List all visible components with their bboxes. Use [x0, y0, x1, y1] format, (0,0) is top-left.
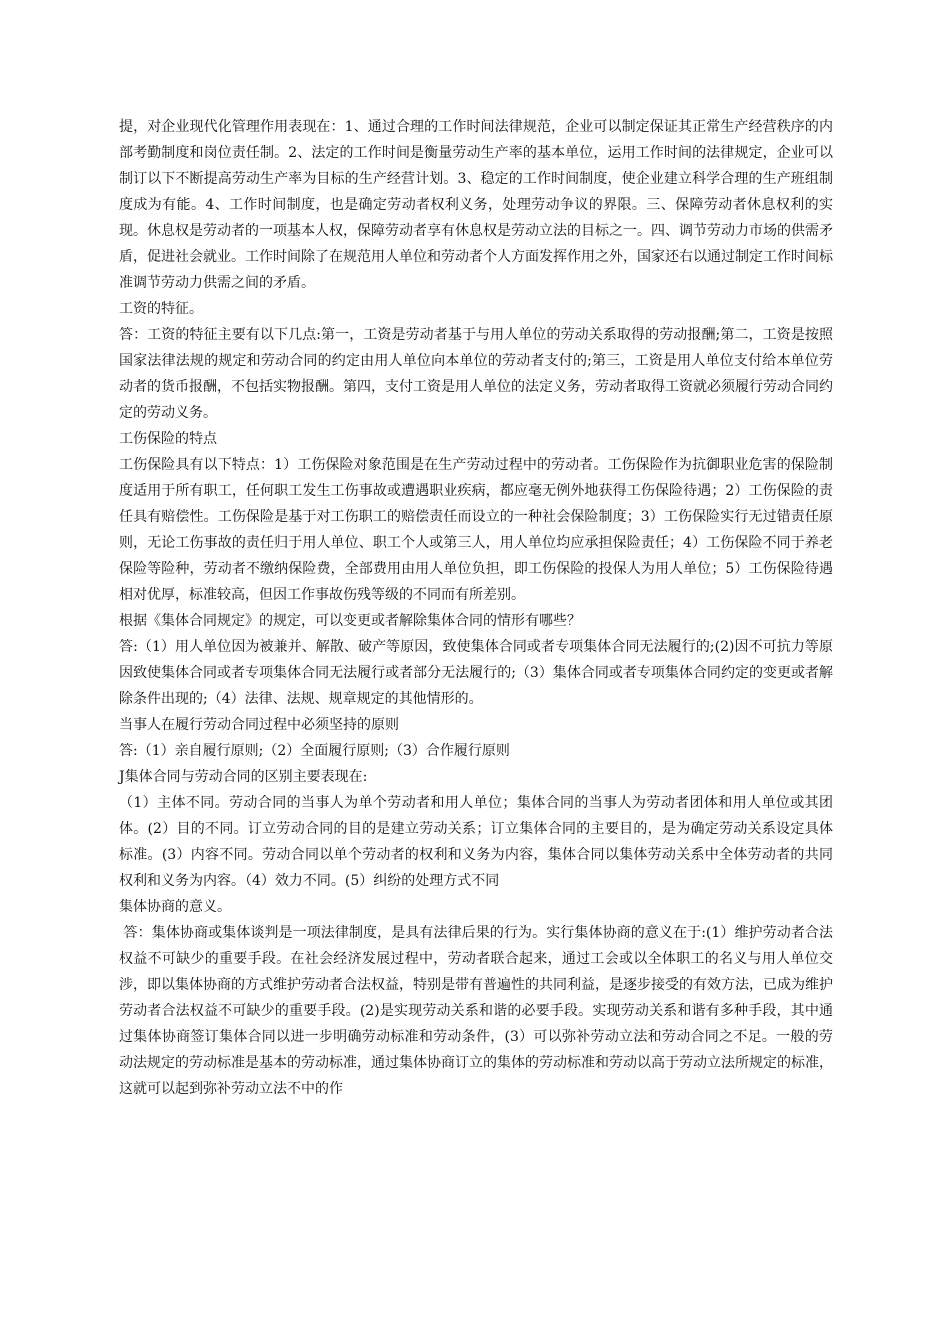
paragraph-collective-bargaining-answer: 答：集体协商或集体谈判是一项法律制度，是具有法律后果的行为。实行集体协商的意义在于:(1）维护劳动者合法权益不可缺少的重要手段。在社会经济发展过程中，劳动者联合起来，通过工会或以全体职工的名义与用人单位交涉，即以集体协商的方式维护劳动者合法权益，特别是带有普遍性的共同利益，是逐步接受的有效方法，已成为维护劳动者合法权益不可缺少的重要手段。(2)是实现劳动关系和谐的必要手段。实现劳动关系和谐有多种手段，其中通过集体协商签订集体合同以进一步明确劳动标准和劳动条件，(3）可以弥补劳动立法和劳动合同之不足。一般的劳动法规定的劳动标准是基本的劳动标准，通过集体协商订立的集体的劳动标准和劳动以高于劳动立法所规定的标准，这就可以起到弥补劳动立法不中的作	[119, 925, 833, 1097]
heading-contract-performance-principles: 当事人在履行劳动合同过程中必须坚持的原则	[119, 717, 399, 733]
heading-injury-insurance-features: 工伤保险的特点	[119, 431, 217, 447]
document-page	[119, 114, 833, 1102]
heading-collective-bargaining-significance: 集体协商的意义。	[119, 899, 231, 915]
paragraph-injury-insurance-features: 工伤保险具有以下特点：1）工伤保险对象范围是在生产劳动过程中的劳动者。工伤保险作为抗御职业危害的保险制度适用于所有职工，任何职工发生工伤事故或遭遇职业疾病，都应毫无例外地获得工伤保险待遇；2）工伤保险的责任具有赔偿性。工伤保险是基于对工伤职工的赔偿责任而设立的一种社会保险制度；3）工伤保险实行无过错责任原则，无论工伤事故的责任归于用人单位、职工个人或第三人，用人单位均应承担保险责任；4）工伤保险不同于养老保险等险种，劳动者不缴纳保险费，全部费用由用人单位负担，即工伤保险的投保人为用人单位；5）工伤保险待遇相对优厚，标准较高，但因工作事故伤残等级的不同而有所差别。	[119, 457, 833, 603]
heading-wage-features: 工资的特征。	[119, 301, 203, 317]
paragraph-contract-performance-answer: 答:（1）亲自履行原则;（2）全面履行原则;（3）合作履行原则	[119, 743, 510, 759]
paragraph-wage-features-answer: 答：工资的特征主要有以下几点:第一，工资是劳动者基于与用人单位的劳动关系取得的劳动报酬;第二，工资是按照国家法律法规的规定和劳动合同的约定由用人单位向本单位的劳动者支付的;第三，工资是用人单位支付给本单位劳动者的货币报酬，不包括实物报酬。第四，支付工资是用人单位的法定义务，劳动者取得工资就必须履行劳动合同约定的劳动义务。	[119, 327, 833, 421]
question-collective-contract-change: 根据《集体合同规定》的规定，可以变更或者解除集体合同的情形有哪些？	[119, 613, 581, 629]
heading-contract-differences: J集体合同与劳动合同的区别主要表现在:	[119, 769, 368, 785]
paragraph-contract-differences: （1）主体不同。劳动合同的当事人为单个劳动者和用人单位；集体合同的当事人为劳动者团体和用人单位或其团体。(2）目的不同。订立劳动合同的目的是建立劳动关系；订立集体合同的主要目的，是为确定劳动关系设定具体标准。(3）内容不同。劳动合同以单个劳动者的权利和义务为内容，集体合同以集体劳动关系中全体劳动者的共同权利和义务为内容。（4）效力不同。(5）纠纷的处理方式不同	[119, 795, 833, 889]
paragraph-collective-contract-change-answer: 答:（1）用人单位因为被兼并、解散、破产等原因，致使集体合同或者专项集体合同无法履行的;(2)因不可抗力等原因致使集体合同或者专项集体合同无法履行或者部分无法履行的;（3）集体合同或者专项集体合同约定的变更或者解除条件出现的;（4）法律、法规、规章规定的其他情形的。	[119, 639, 833, 707]
paragraph-working-time-management: 提，对企业现代化管理作用表现在：1、通过合理的工作时间法律规范，企业可以制定保证其正常生产经营秩序的内部考勤制度和岗位责任制。2、法定的工作时间是衡量劳动生产率的基本单位，运用工作时间的法律规定，企业可以制订以下不断提高劳动生产率为目标的生产经营计划。3、稳定的工作时间制度，使企业建立科学合理的生产班组制度成为有能。4、工作时间制度，也是确定劳动者权利义务，处理劳动争议的界限。三、保障劳动者休息权利的实现。休息权是劳动者的一项基本人权，保障劳动者享有休息权是劳动立法的目标之一。四、调节劳动力市场的供需矛盾，促进社会就业。工作时间除了在规范用人单位和劳动者个人方面发挥作用之外，国家还右以通过制定工作时间标准调节劳动力供需之间的矛盾。	[119, 119, 833, 291]
